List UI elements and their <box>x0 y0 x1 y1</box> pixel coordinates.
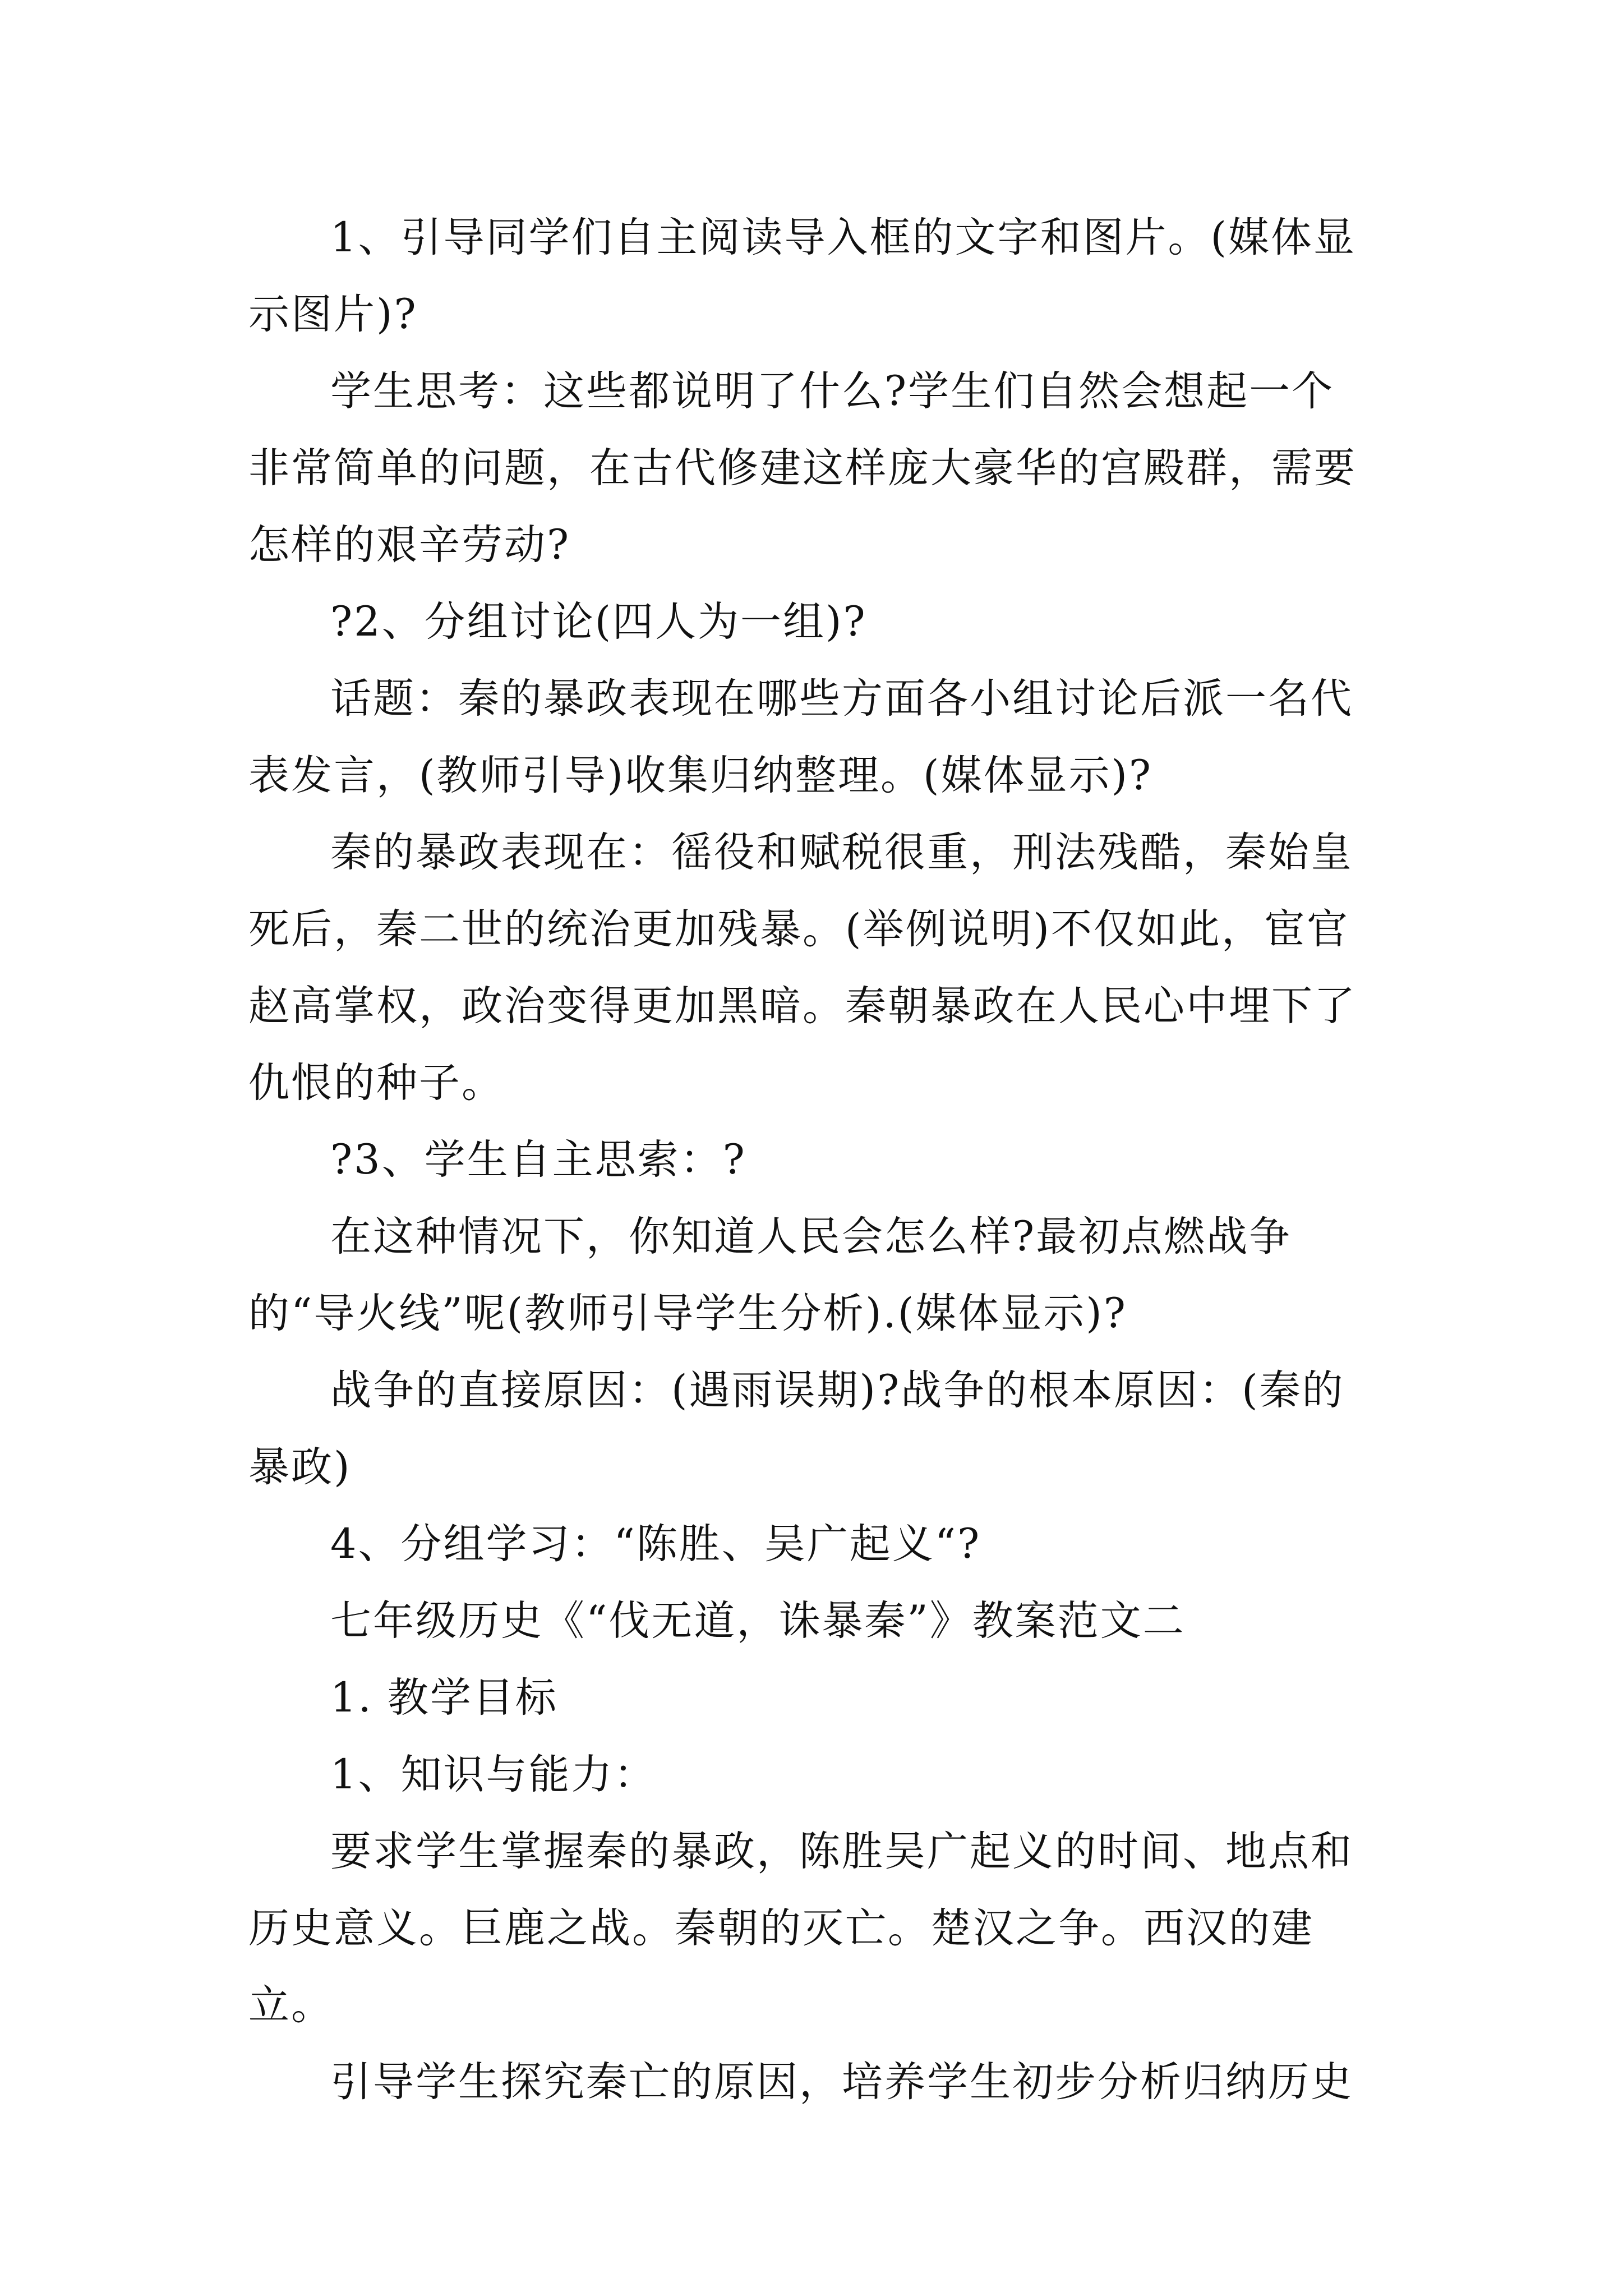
paragraph: 战争的直接原因：(遇雨误期)?战争的根本原因：(秦的暴政) <box>248 1366 1345 1491</box>
paragraph: 秦的暴政表现在：徭役和赋税很重，刑法残酷，秦始皇死后，秦二世的统治更加残暴。(举例说明)不仅如此，宦官赵高掌权，政治变得更加黑暗。秦朝暴政在人民心中埋下了仇恨的种子。 <box>248 829 1357 1107</box>
paragraph: 在这种情况下，你知道人民会怎么样?最初点燃战争的“导火线”呢(教师引导学生分析).(媒体显示)? <box>248 1213 1292 1337</box>
paragraph: 1、引导同学们自主阅读导入框的文字和图片。(媒体显示图片)? <box>248 214 1356 338</box>
paragraph: ?3、学生自主思索：? <box>330 1136 746 1184</box>
paragraph: 4、分组学习：“陈胜、吴广起义“? <box>330 1520 981 1568</box>
paragraph: 话题：秦的暴政表现在哪些方面各小组讨论后派一名代表发言，(教师引导)收集归纳整理。(媒体显示)? <box>248 675 1353 799</box>
paragraph: 学生思考：这些都说明了什么?学生们自然会想起一个非常简单的问题，在古代修建这样庞大豪华的宫殿群，需要怎样的艰辛劳动? <box>248 367 1357 569</box>
subheading: 1、知识与能力： <box>330 1751 657 1798</box>
paragraph: ?2、分组讨论(四人为一组)? <box>330 598 867 646</box>
section-title: 七年级历史《“伐无道，诛暴秦”》教案范文二 <box>330 1597 1186 1645</box>
paragraph: 引导学生探究秦亡的原因，培养学生初步分析归纳历史 <box>330 2058 1353 2106</box>
document-body <box>248 199 1377 2120</box>
heading: 1. 教学目标 <box>330 1674 558 1722</box>
paragraph: 要求学生掌握秦的暴政，陈胜吴广起义的时间、地点和历史意义。巨鹿之战。秦朝的灭亡。楚汉之争。西汉的建立。 <box>248 1828 1353 2029</box>
